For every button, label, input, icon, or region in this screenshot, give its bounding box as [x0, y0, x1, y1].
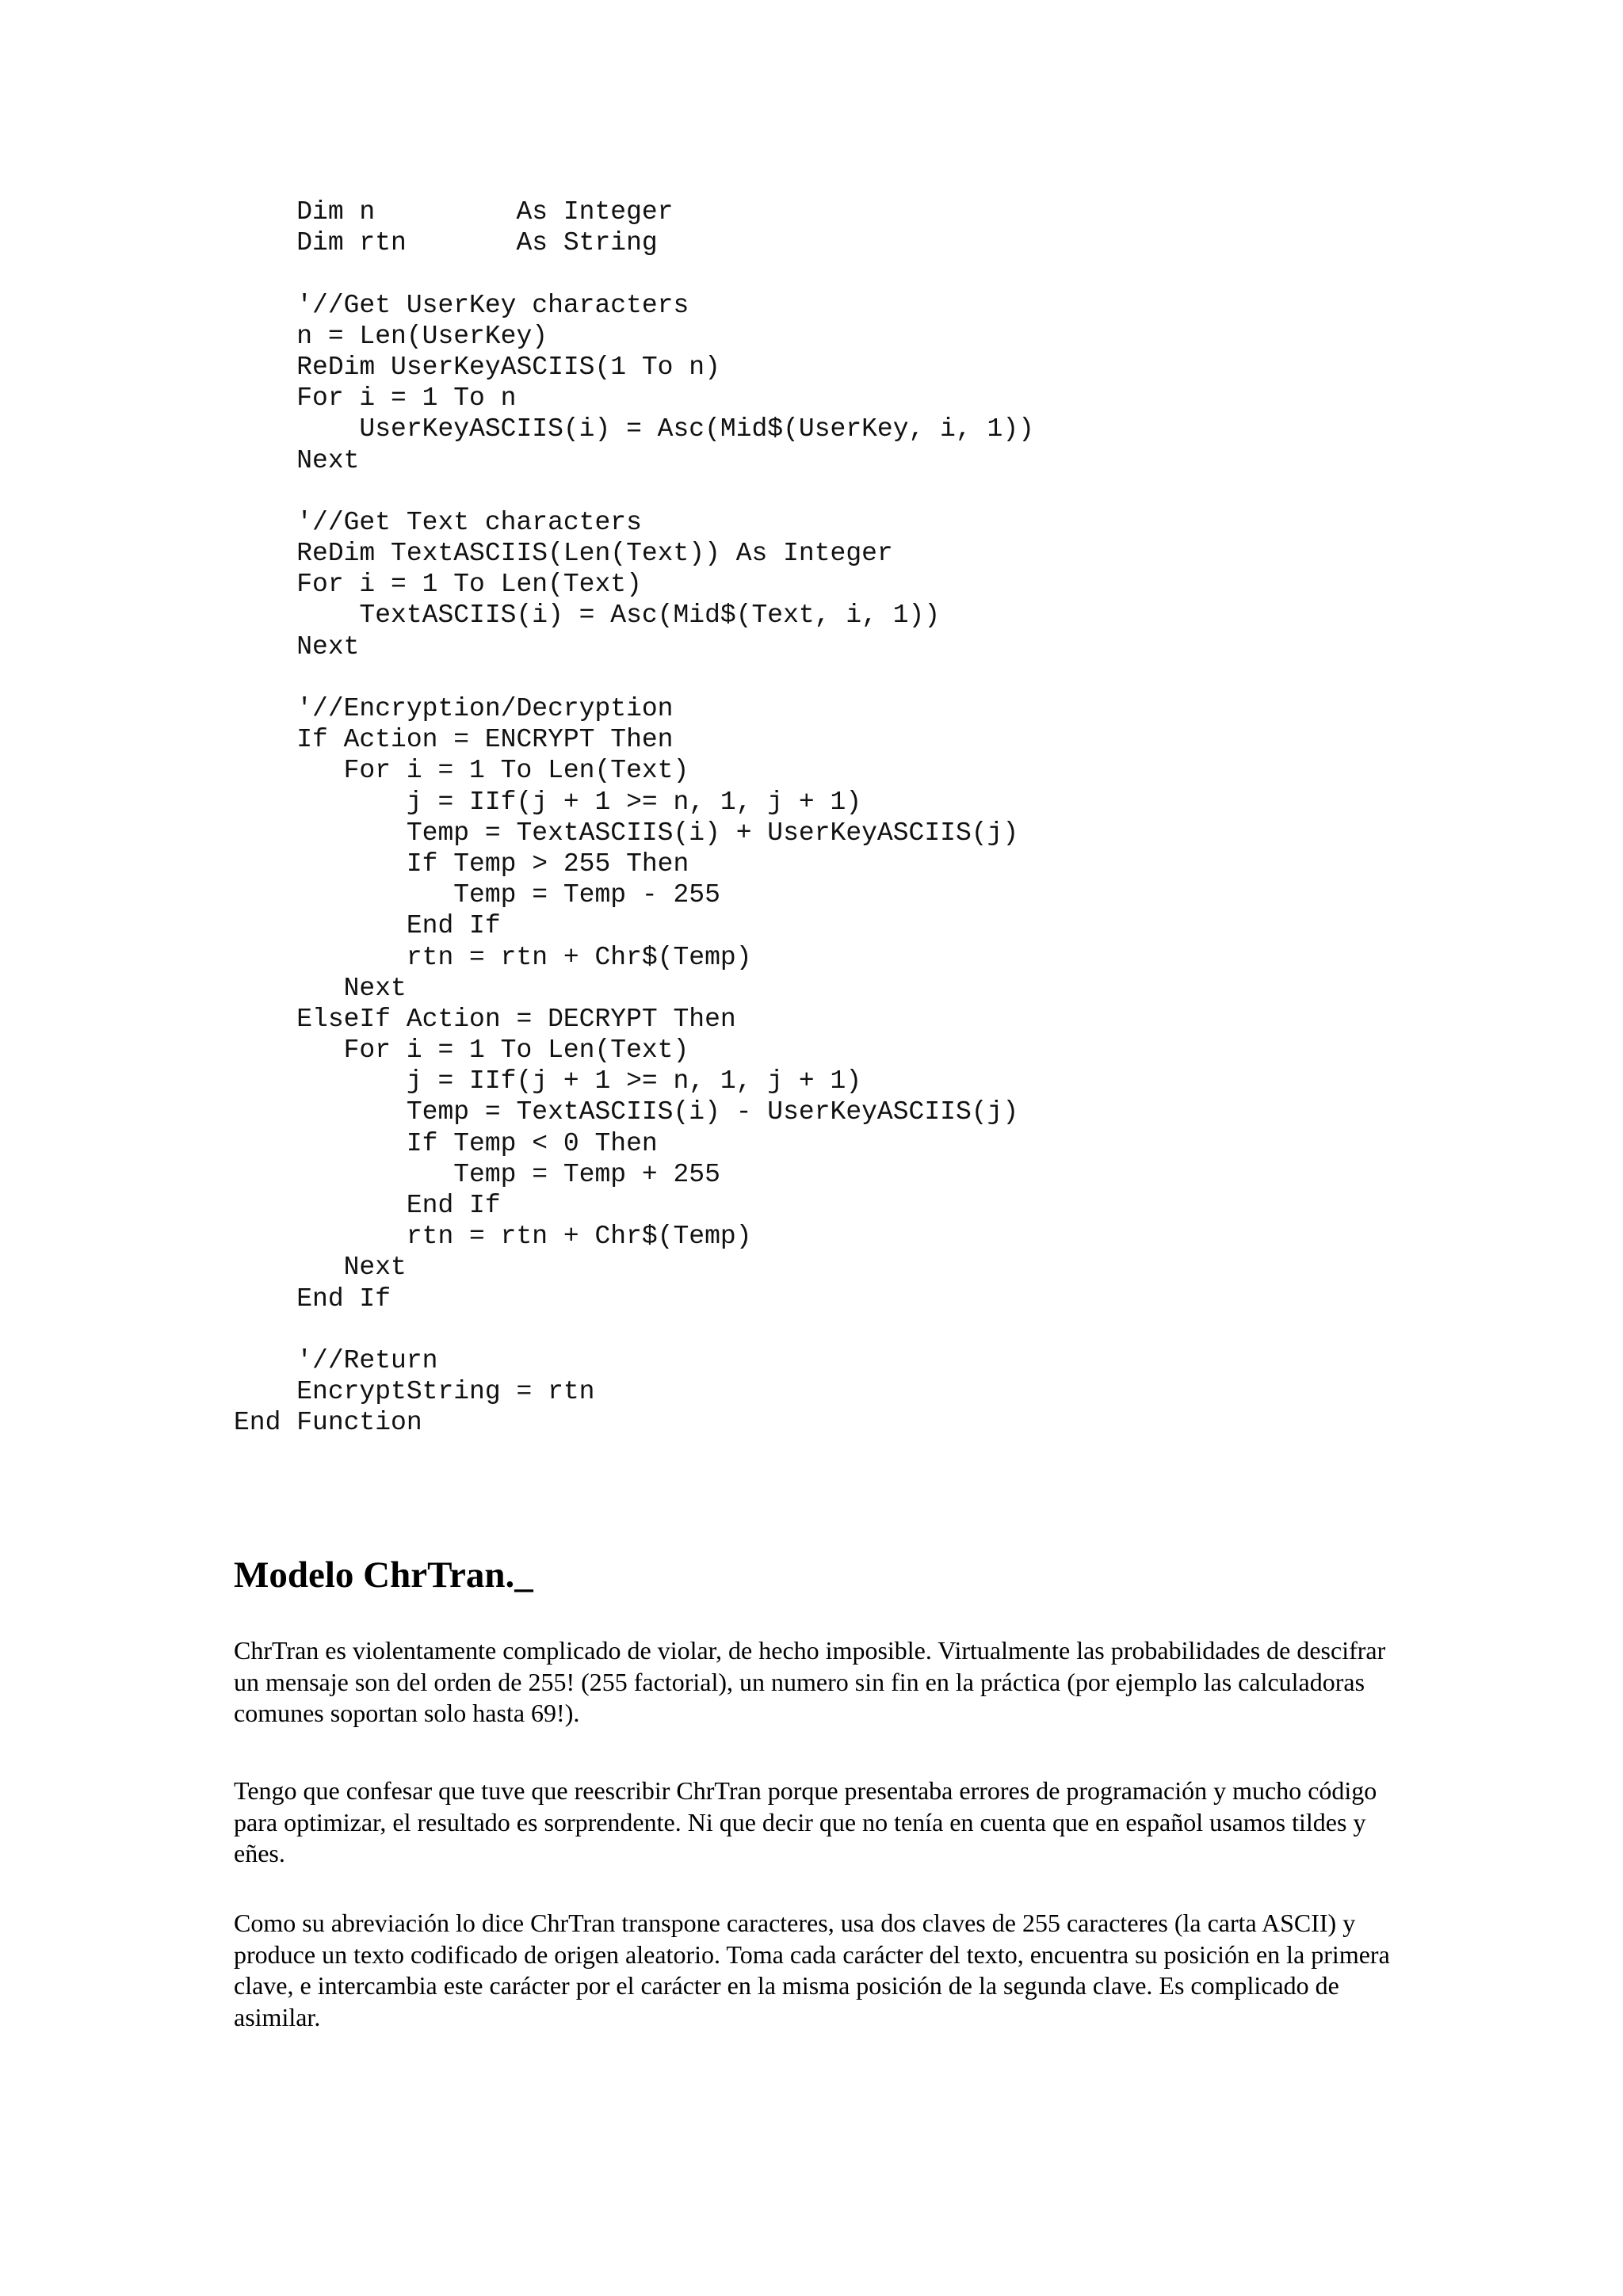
section-heading: Modelo ChrTran._	[234, 1554, 533, 1596]
code-line: '//Encryption/Decryption	[234, 694, 674, 723]
code-line: TextASCIIS(i) = Asc(Mid$(Text, i, 1))	[234, 601, 941, 631]
paragraph-intro: ChrTran es violentamente complicado de violar, de hecho imposible. Virtualmente las probabilidades de descifrar un mensaje son del orden de 255! (255 factorial), un numero sin fin en la práctica (por ejemplo las calculadoras comunes soportan solo hasta 69!).	[234, 1636, 1386, 1727]
code-line: End If	[234, 1283, 391, 1314]
code-line: Next	[234, 973, 407, 1003]
code-line: Temp = TextASCIIS(i) - UserKeyASCIIS(j)	[234, 1097, 1019, 1127]
paragraph-explanation: Como su abreviación lo dice ChrTran transpone caracteres, usa dos claves de 255 caracteres (la carta ASCII) y produce un texto codificado de origen aleatorio. Toma cada carácter del texto, encuentra su posición en la primera clave, e intercambia este carácter por el carácter en la misma posición de la segunda clave. Es complicado de asimilar.	[234, 1909, 1390, 2031]
code-line: If Temp < 0 Then	[234, 1128, 658, 1158]
code-line: ReDim TextASCIIS(Len(Text)) As Integer	[234, 539, 893, 569]
code-line: EncryptString = rtn	[234, 1377, 595, 1407]
code-line: For i = 1 To n	[234, 383, 517, 414]
code-line: n = Len(UserKey)	[234, 321, 548, 351]
code-line	[234, 258, 1034, 289]
code-line: rtn = rtn + Chr$(Temp)	[234, 942, 752, 972]
code-line: '//Get Text characters	[234, 507, 642, 537]
code-line: End If	[234, 1191, 501, 1220]
code-line: rtn = rtn + Chr$(Temp)	[234, 1222, 752, 1252]
code-line	[234, 662, 1034, 693]
paragraph-confession: Tengo que confesar que tuve que reescribir ChrTran porque presentaba errores de programación y mucho código para optimizar, el resultado es sorprendente. Ni que decir que no tenía en cuenta que en español usamos tildes y eñes.	[234, 1776, 1377, 1867]
code-line: j = IIf(j + 1 >= n, 1, j + 1)	[234, 1066, 862, 1097]
code-line: Temp = Temp - 255	[234, 880, 720, 910]
code-line: '//Get UserKey characters	[234, 290, 689, 320]
code-line: UserKeyASCIIS(i) = Asc(Mid$(UserKey, i, 1))	[234, 414, 1034, 444]
code-line: Next	[234, 1253, 407, 1283]
code-line: For i = 1 To Len(Text)	[234, 1035, 689, 1066]
code-line: Temp = Temp + 255	[234, 1159, 720, 1189]
code-line: Dim n As Integer	[234, 197, 674, 227]
code-line: Next	[234, 631, 360, 662]
code-line: Next	[234, 445, 360, 475]
code-listing	[234, 196, 1034, 1439]
code-line: j = IIf(j + 1 >= n, 1, j + 1)	[234, 787, 862, 817]
code-line: ElseIf Action = DECRYPT Then	[234, 1004, 736, 1034]
code-line	[234, 476, 1034, 507]
code-line: Temp = TextASCIIS(i) + UserKeyASCIIS(j)	[234, 818, 1019, 848]
code-line: End Function	[234, 1408, 422, 1438]
code-line: For i = 1 To Len(Text)	[234, 756, 689, 786]
code-line: If Temp > 255 Then	[234, 849, 689, 879]
code-line: ReDim UserKeyASCIIS(1 To n)	[234, 352, 720, 382]
code-line: Dim rtn As String	[234, 228, 658, 258]
code-line: For i = 1 To Len(Text)	[234, 570, 642, 600]
code-line: '//Return	[234, 1345, 438, 1375]
code-line: If Action = ENCRYPT Then	[234, 725, 674, 755]
code-line	[234, 1314, 1034, 1345]
code-line: End If	[234, 911, 501, 941]
